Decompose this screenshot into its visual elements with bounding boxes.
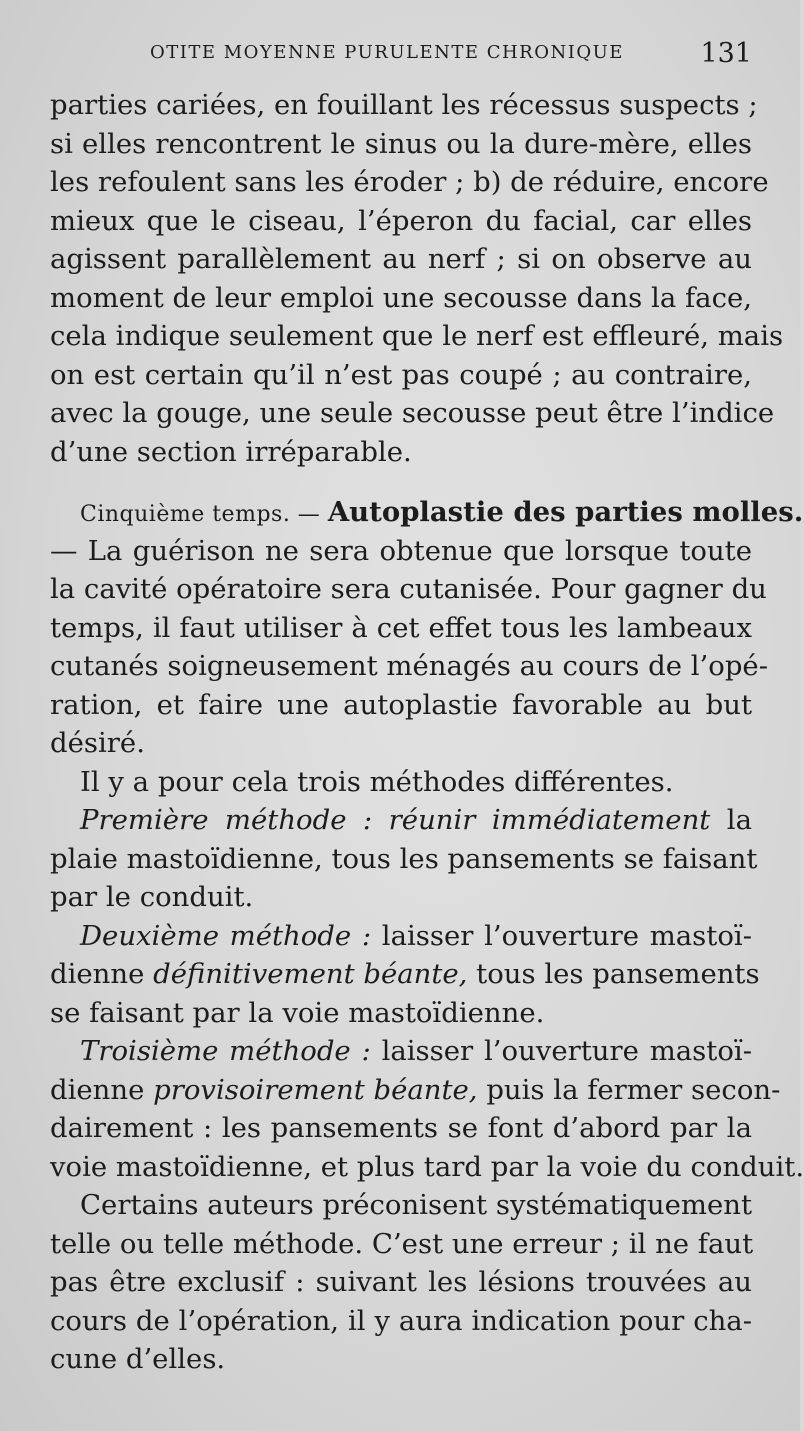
section-title: Autoplastie des parties molles. bbox=[327, 496, 804, 528]
method-label: Troisième méthode : bbox=[80, 1035, 371, 1067]
text-line: avec la gouge, une seule secousse peut être l’indice bbox=[50, 397, 775, 429]
text-line: telle ou telle méthode. C’est une erreur ; il ne faut bbox=[50, 1227, 754, 1260]
text-line: dienne provisoirement béante, puis la fermer secon- bbox=[50, 1073, 781, 1106]
text-line: la cavité opératoire sera cutanisée. Pour gagner du bbox=[50, 573, 767, 605]
paragraph-guerison bbox=[50, 532, 768, 763]
text-line: voie mastoïdienne, et plus tard par la voie du conduit. bbox=[50, 1150, 804, 1183]
method-two bbox=[50, 917, 760, 1033]
text-line: mieux que le ciseau, l’éperon du facial, car elles bbox=[50, 204, 752, 237]
text-line: dairement : les pansements se font d’abord par la bbox=[50, 1112, 752, 1144]
text-line: on est certain qu’il n’est pas coupé ; au contraire, bbox=[50, 358, 752, 391]
text-line: désiré. bbox=[50, 727, 145, 759]
text-line: d’une section irréparable. bbox=[50, 435, 412, 468]
text-line: moment de leur emploi une secousse dans la face, bbox=[50, 281, 752, 314]
running-title: OTITE MOYENNE PURULENTE CHRONIQUE bbox=[150, 42, 624, 63]
text-line: temps, il faut utiliser à cet effet tous les lambeaux bbox=[50, 611, 752, 644]
text-line: si elles rencontrent le sinus ou la dure-mère, elles bbox=[50, 127, 752, 160]
text-line: les refoulent sans les éroder ; b) de réduire, encore bbox=[50, 166, 769, 198]
paragraph-methods-intro: Il y a pour cela trois méthodes différentes. bbox=[80, 765, 674, 798]
text-line: pas être exclusif : suivant les lésions trouvées au bbox=[50, 1266, 752, 1298]
text-line: plaie mastoïdienne, tous les pansements se faisant bbox=[50, 842, 758, 875]
text-line: par le conduit. bbox=[50, 881, 254, 913]
method-emphasis: réunir immédiatement bbox=[388, 804, 711, 836]
section-dash: — bbox=[290, 502, 328, 527]
text-line: cutanés soigneusement ménagés au cours de l’opé- bbox=[50, 650, 768, 682]
text-line: Première méthode : réunir immédiatement la bbox=[80, 804, 752, 836]
text-line: ration, et faire une autoplastie favorable au but bbox=[50, 688, 752, 721]
text-line: cune d’elles. bbox=[50, 1343, 226, 1375]
body-text bbox=[50, 86, 804, 1379]
text-line: agissent parallèlement au nerf ; si on observe au bbox=[50, 243, 752, 275]
method-label: Première méthode : bbox=[80, 804, 373, 836]
section-gap bbox=[50, 471, 752, 493]
text-line: — La guérison ne sera obtenue que lorsque toute bbox=[50, 534, 752, 567]
text-line: Deuxième méthode : laisser l’ouverture mastoï- bbox=[80, 919, 752, 952]
method-emphasis: définitivement béante, bbox=[153, 958, 468, 990]
text-line: parties cariées, en fouillant les récessus suspects ; bbox=[50, 89, 758, 121]
text-line: se faisant par la voie mastoïdienne. bbox=[50, 996, 545, 1029]
paragraph-conclusion bbox=[50, 1186, 752, 1379]
text-line: dienne définitivement béante, tous les pansements bbox=[50, 958, 760, 990]
method-one bbox=[50, 801, 758, 917]
paragraph-continuation bbox=[50, 86, 784, 471]
text-line: cours de l’opération, il y aura indication pour cha- bbox=[50, 1304, 752, 1337]
section-label: Cinquième temps. bbox=[80, 502, 291, 527]
page-number: 131 bbox=[700, 38, 752, 69]
method-emphasis: provisoirement béante, bbox=[153, 1073, 478, 1106]
method-three bbox=[50, 1032, 804, 1186]
section-heading bbox=[50, 493, 804, 532]
text-line: Certains auteurs préconisent systématiquement bbox=[80, 1189, 752, 1221]
text-line: Troisième méthode : laisser l’ouverture mastoï- bbox=[80, 1035, 752, 1067]
page-header bbox=[0, 38, 800, 78]
method-label: Deuxième méthode : bbox=[80, 919, 372, 952]
text-line: cela indique seulement que le nerf est effleuré, mais bbox=[50, 320, 784, 352]
